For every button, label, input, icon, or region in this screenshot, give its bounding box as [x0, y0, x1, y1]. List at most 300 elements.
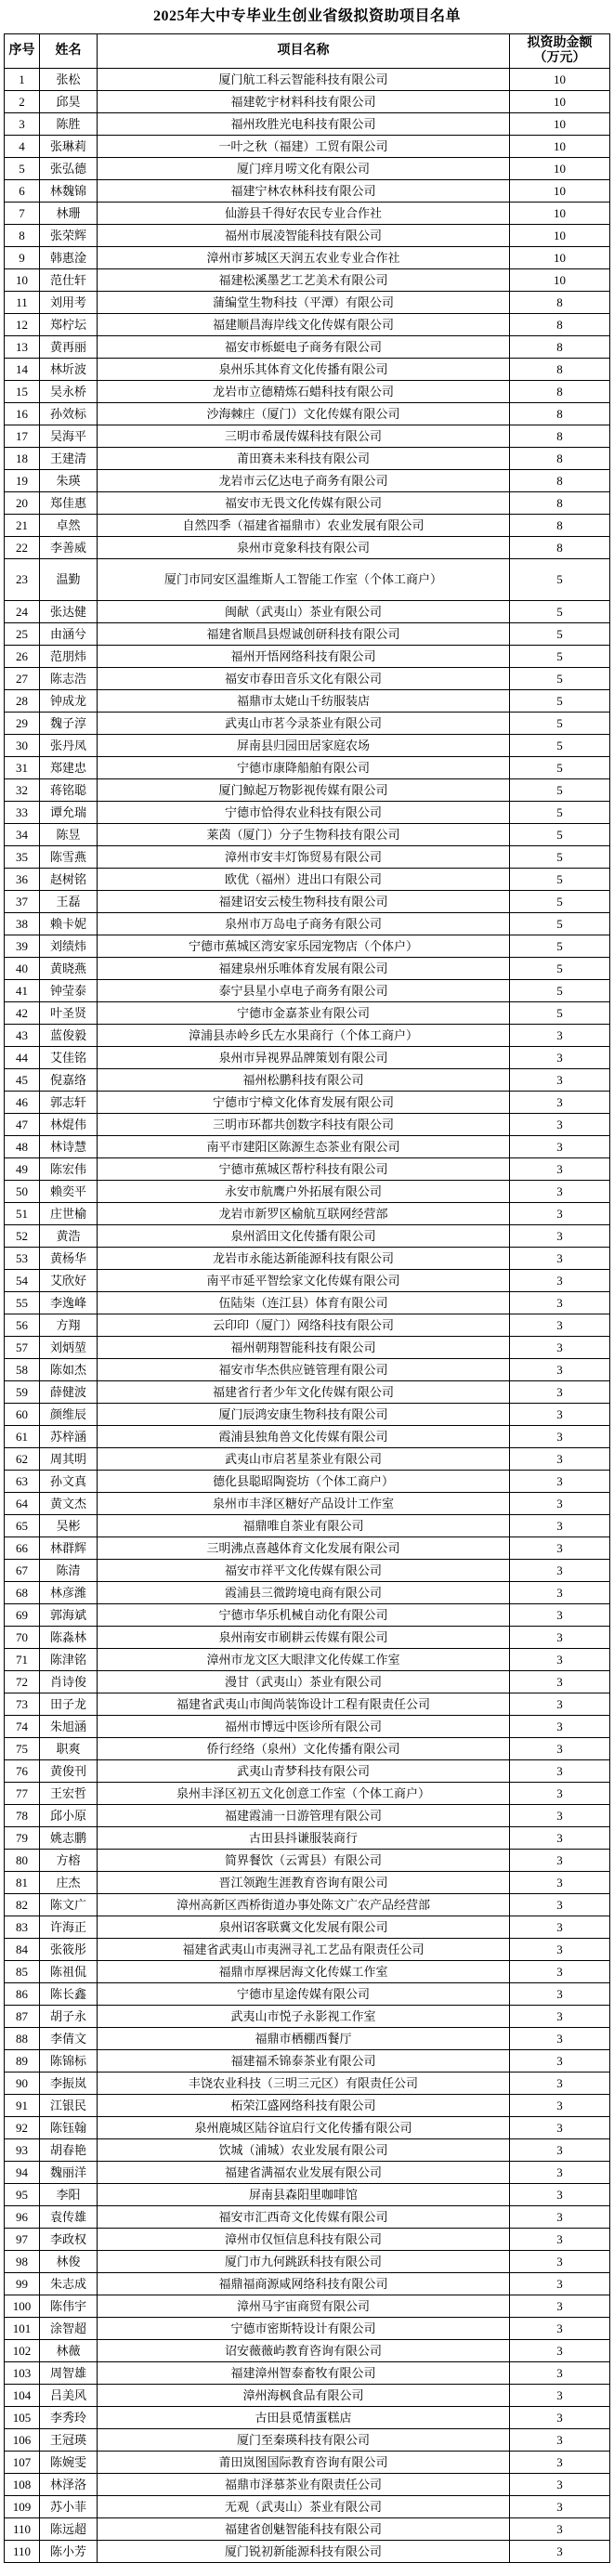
applicant-name-cell: [40, 1158, 98, 1181]
row-number: 53: [16, 1251, 28, 1265]
applicant-name-cell: [40, 1827, 98, 1850]
row-number: 38: [16, 917, 28, 931]
project-name-cell: [98, 1805, 510, 1827]
applicant-name: 颜维辰: [49, 1407, 86, 1421]
applicant-name-cell: [40, 403, 98, 425]
funding-amount-cell: [510, 1783, 610, 1805]
funding-amount: 3: [556, 1340, 563, 1354]
funding-amount-cell: [510, 359, 610, 381]
funding-amount-cell: [510, 2184, 610, 2206]
table-row: [5, 1693, 610, 1716]
funding-amount-cell: [510, 713, 610, 735]
funding-amount-cell: [510, 2095, 610, 2117]
project-name-cell: [98, 2385, 510, 2407]
applicant-name-cell: [40, 2518, 98, 2541]
applicant-name: 张达健: [49, 605, 86, 619]
applicant-name: 林诗慧: [49, 1140, 86, 1154]
project-name: 福鼎市太姥山千纺服装店: [236, 694, 370, 708]
table-row: [5, 2050, 610, 2073]
table-row: [5, 2073, 610, 2095]
applicant-name-cell: [40, 779, 98, 802]
table-row: [5, 336, 610, 359]
applicant-name: 李阳: [56, 2188, 81, 2202]
table-row: [5, 269, 610, 292]
applicant-name-cell: [40, 359, 98, 381]
funding-amount-cell: [510, 1381, 610, 1404]
funding-amount-cell: [510, 2362, 610, 2385]
applicant-name: 孙文真: [49, 1474, 86, 1488]
row-number-cell: [5, 225, 40, 247]
funding-amount: 10: [554, 273, 566, 287]
funding-amount: 8: [556, 385, 563, 399]
applicant-name-cell: [40, 1114, 98, 1136]
project-name-cell: [98, 1649, 510, 1671]
project-name-cell: [98, 1716, 510, 1738]
table-row: [5, 1158, 610, 1181]
table-row: [5, 1961, 610, 1983]
table-row: [5, 869, 610, 891]
applicant-name-cell: [40, 1515, 98, 1537]
table-row: [5, 2318, 610, 2340]
table-row: [5, 1404, 610, 1426]
table-row: [5, 980, 610, 1002]
project-name-cell: [98, 559, 510, 601]
applicant-name: 陈长鑫: [49, 1987, 86, 2001]
funding-amount-cell: [510, 1292, 610, 1314]
funding-amount-cell: [510, 1002, 610, 1025]
table-row: [5, 1716, 610, 1738]
row-number-cell: [5, 2206, 40, 2229]
funding-amount-cell: [510, 269, 610, 292]
funding-amount: 3: [556, 1184, 563, 1198]
project-name-cell: [98, 2095, 510, 2117]
document-title: 2025年大中专毕业生创业省级拟资助项目名单: [152, 8, 461, 24]
table-row: [5, 1181, 610, 1203]
project-name-cell: [98, 91, 510, 113]
table-row: [5, 2385, 610, 2407]
funding-amount-cell: [510, 537, 610, 559]
row-number-cell: [5, 1805, 40, 1827]
project-name: 南平市延平智绘家文化传媒有限公司: [206, 1274, 400, 1288]
applicant-name-cell: [40, 1314, 98, 1337]
row-number-cell: [5, 537, 40, 559]
applicant-name-cell: [40, 1872, 98, 1894]
table-row: [5, 1471, 610, 1493]
project-name-cell: [98, 470, 510, 492]
table-row: [5, 1426, 610, 1448]
applicant-name: 林珊: [56, 206, 81, 220]
funding-amount-cell: [510, 2385, 610, 2407]
row-number: 1: [19, 72, 25, 86]
applicant-name: 韩惠淦: [49, 251, 86, 265]
table-row: [5, 1136, 610, 1158]
project-name-cell: [98, 1627, 510, 1649]
row-number-cell: [5, 1404, 40, 1426]
applicant-name-cell: [40, 492, 98, 515]
applicant-name-cell: [40, 1270, 98, 1292]
table-body: [5, 69, 610, 2563]
table-row: [5, 1939, 610, 1961]
funding-amount: 3: [556, 1274, 563, 1288]
project-name: 龙岩市永能达新能源科技有限公司: [212, 1251, 394, 1265]
row-number: 79: [16, 1831, 28, 1845]
table-row: [5, 1092, 610, 1114]
funding-amount-cell: [510, 2162, 610, 2184]
applicant-name-cell: [40, 913, 98, 935]
applicant-name: 袁传雄: [49, 2210, 86, 2224]
row-number: 93: [16, 2143, 28, 2157]
row-number: 9: [19, 251, 25, 265]
row-number-cell: [5, 69, 40, 91]
funding-amount-cell: [510, 136, 610, 158]
funding-amount: 3: [556, 1742, 563, 1756]
project-name: 泉州市异视界品牌策划有限公司: [218, 1051, 388, 1065]
project-name-cell: [98, 2162, 510, 2184]
applicant-name: 刘用考: [49, 295, 86, 309]
funding-amount-cell: [510, 1314, 610, 1337]
applicant-name: 王冠瑛: [49, 2433, 86, 2447]
project-name: 侨行经络（泉州）文化传播有限公司: [206, 1742, 400, 1756]
row-number: 40: [16, 961, 28, 975]
row-number-cell: [5, 158, 40, 180]
project-name: 厦门鲸起万物影视传媒有限公司: [218, 783, 388, 797]
funding-amount: 3: [556, 2076, 563, 2090]
funding-amount: 5: [556, 984, 563, 998]
table-row: [5, 470, 610, 492]
row-number: 102: [12, 2344, 32, 2358]
table-row: [5, 623, 610, 646]
applicant-name-cell: [40, 2006, 98, 2028]
project-name-cell: [98, 247, 510, 269]
project-name-cell: [98, 1069, 510, 1092]
funding-amount-cell: [510, 2028, 610, 2050]
row-number: 72: [16, 1675, 28, 1689]
row-number: 84: [16, 1942, 28, 1956]
project-name: 福安市祥平文化传媒有限公司: [224, 1563, 382, 1577]
funding-amount: 5: [556, 716, 563, 730]
project-name: 福建省满福农业发展有限公司: [224, 2165, 382, 2179]
applicant-name: 张琳莉: [49, 139, 86, 153]
funding-amount-cell: [510, 91, 610, 113]
project-name: 漳州市龙文区大眼津文化传媒工作室: [206, 1653, 400, 1667]
row-number-cell: [5, 2340, 40, 2362]
row-number-cell: [5, 559, 40, 601]
project-name: 福建宁林农林科技有限公司: [230, 184, 376, 198]
applicant-name: 魏子淳: [49, 716, 86, 730]
funding-amount-cell: [510, 1203, 610, 1225]
applicant-name-cell: [40, 2184, 98, 2206]
funding-amount: 8: [556, 407, 563, 421]
project-name-cell: [98, 623, 510, 646]
project-name-cell: [98, 1270, 510, 1292]
funding-amount: 3: [556, 1586, 563, 1600]
funding-amount-cell: [510, 403, 610, 425]
applicant-name: 谭允瑞: [49, 805, 86, 819]
project-name: 福建省行者少年文化传媒有限公司: [212, 1385, 394, 1399]
applicant-name: 赵树铭: [49, 872, 86, 886]
applicant-name: 陈文广: [49, 1898, 86, 1912]
project-name: 福州玫胜光电科技有限公司: [230, 117, 376, 131]
project-name: 厦门至秦瑛科技有限公司: [236, 2433, 370, 2447]
funding-amount-cell: [510, 1939, 610, 1961]
project-name: 欧优（福州）进出口有限公司: [224, 872, 382, 886]
applicant-name: 黄文杰: [49, 1497, 86, 1510]
funding-amount: 3: [556, 1541, 563, 1555]
table-row: [5, 113, 610, 136]
project-name: 福安市汇西奇文化传媒有限公司: [218, 2210, 388, 2224]
funding-amount: 3: [556, 1474, 563, 1488]
applicant-name-cell: [40, 1292, 98, 1314]
applicant-name: 陈津铭: [49, 1653, 86, 1667]
applicant-name: 叶圣贤: [49, 1006, 86, 1020]
row-number: 47: [16, 1118, 28, 1131]
row-number: 36: [16, 872, 28, 886]
table-row: [5, 1381, 610, 1404]
table-row: [5, 2028, 610, 2050]
funding-amount: 3: [556, 1653, 563, 1667]
project-name-cell: [98, 2206, 510, 2229]
row-number-cell: [5, 668, 40, 690]
table-row: [5, 1203, 610, 1225]
applicant-name: 艾欣好: [49, 1274, 86, 1288]
table-row: [5, 1448, 610, 1471]
row-number-cell: [5, 448, 40, 470]
project-name: 福州开悟网络科技有限公司: [230, 649, 376, 663]
applicant-name: 王建清: [49, 451, 86, 465]
row-number: 100: [12, 2299, 32, 2313]
project-name-cell: [98, 113, 510, 136]
table-row: [5, 802, 610, 824]
project-name-cell: [98, 1047, 510, 1069]
applicant-name: 薛健波: [49, 1385, 86, 1399]
row-number-cell: [5, 1627, 40, 1649]
project-name-cell: [98, 1314, 510, 1337]
funding-amount: 3: [556, 1229, 563, 1243]
table-row: [5, 2452, 610, 2474]
funding-amount-cell: [510, 203, 610, 225]
project-name: 泉州丰泽区初五文化创意工作室（个体工商户）: [176, 1786, 430, 1800]
applicant-name-cell: [40, 448, 98, 470]
row-number-cell: [5, 1069, 40, 1092]
project-name-cell: [98, 935, 510, 958]
funding-amount: 3: [556, 1140, 563, 1154]
applicant-name: 职爽: [56, 1742, 81, 1756]
applicant-name-cell: [40, 1805, 98, 1827]
project-name: 福建福禾锦泰茶业有限公司: [230, 2054, 376, 2068]
row-number: 24: [16, 605, 28, 619]
project-name: 龙岩市立德精炼石蜡科技有限公司: [212, 385, 394, 399]
project-name-cell: [98, 1493, 510, 1515]
funding-amount: 3: [556, 2455, 563, 2469]
funding-amount: 3: [556, 2032, 563, 2046]
applicant-name: 林圻波: [49, 362, 86, 376]
row-number: 110: [12, 2544, 32, 2558]
project-name: 福州市博远中医诊所有限公司: [224, 1720, 382, 1733]
applicant-name: 陈钰翰: [49, 2121, 86, 2135]
table-row: [5, 1537, 610, 1560]
project-name: 屏南县森阳里咖啡馆: [248, 2188, 358, 2202]
row-number: 63: [16, 1474, 28, 1488]
project-name: 龙岩市云亿达电子商务有限公司: [218, 474, 388, 488]
applicant-name: 黄俊刊: [49, 1764, 86, 1778]
funding-amount: 5: [556, 672, 563, 686]
funding-amount: 8: [556, 362, 563, 376]
funding-amount: 5: [556, 917, 563, 931]
project-name: 福建漳州智泰畜牧有限公司: [230, 2366, 376, 2380]
funding-amount: 3: [556, 2299, 563, 2313]
table-row: [5, 779, 610, 802]
funding-amount-cell: [510, 2318, 610, 2340]
funding-amount-cell: [510, 1760, 610, 1783]
funding-amount: 3: [556, 1095, 563, 1109]
project-name-cell: [98, 2028, 510, 2050]
row-number: 12: [16, 318, 28, 332]
funding-amount-cell: [510, 2407, 610, 2429]
row-number: 34: [16, 828, 28, 842]
applicant-name: 王磊: [56, 895, 81, 909]
applicant-name-cell: [40, 425, 98, 448]
row-number-cell: [5, 515, 40, 537]
applicant-name: 钟莹泰: [49, 984, 86, 998]
project-name: 漳州马宇宙商贸有限公司: [236, 2299, 370, 2313]
applicant-name-cell: [40, 269, 98, 292]
funding-amount: 10: [554, 251, 566, 265]
project-name: 武夷山市悦子永影视工作室: [230, 2009, 376, 2023]
funding-amount-cell: [510, 2139, 610, 2162]
funding-amount-cell: [510, 225, 610, 247]
funding-amount: 3: [556, 1251, 563, 1265]
table-row: [5, 136, 610, 158]
row-number-cell: [5, 824, 40, 846]
applicant-name-cell: [40, 381, 98, 403]
project-name-cell: [98, 1961, 510, 1983]
row-number-cell: [5, 2229, 40, 2251]
funding-amount-cell: [510, 247, 610, 269]
row-number: 88: [16, 2032, 28, 2046]
project-name-cell: [98, 269, 510, 292]
funding-amount-cell: [510, 1582, 610, 1604]
applicant-name: 张筱彤: [49, 1942, 86, 1956]
project-name: 龙岩市新罗区榆航互联网经营部: [218, 1207, 388, 1221]
funding-amount: 5: [556, 783, 563, 797]
table-row: [5, 1827, 610, 1850]
applicant-name: 吕美风: [49, 2388, 86, 2402]
project-name: 漳州海枫食品有限公司: [242, 2388, 364, 2402]
funding-amount: 3: [556, 2232, 563, 2246]
row-number: 26: [16, 649, 28, 663]
applicant-name: 林魏锦: [49, 184, 86, 198]
table-row: [5, 203, 610, 225]
applicant-name-cell: [40, 824, 98, 846]
applicant-name: 林泽洛: [49, 2478, 86, 2491]
row-number: 2: [19, 95, 25, 109]
funding-amount-cell: [510, 1471, 610, 1493]
row-number: 64: [16, 1497, 28, 1510]
row-number: 25: [16, 627, 28, 641]
table-row: [5, 1493, 610, 1515]
row-number: 46: [16, 1095, 28, 1109]
funding-amount: 3: [556, 1630, 563, 1644]
header-amount-label: 拟资助金额: [527, 36, 593, 50]
funding-amount: 3: [556, 1920, 563, 1934]
row-number-cell: [5, 1582, 40, 1604]
row-number-cell: [5, 2518, 40, 2541]
project-name-cell: [98, 891, 510, 913]
project-name: 三明市希晟传媒科技有限公司: [224, 429, 382, 443]
table-row: [5, 2407, 610, 2429]
row-number-cell: [5, 1270, 40, 1292]
funding-amount-cell: [510, 559, 610, 601]
funding-amount: 3: [556, 1853, 563, 1867]
table-row: [5, 91, 610, 113]
applicant-name-cell: [40, 1961, 98, 1983]
row-number: 23: [16, 572, 28, 586]
project-name-cell: [98, 2340, 510, 2362]
applicant-name-cell: [40, 869, 98, 891]
row-number: 110: [12, 2522, 32, 2536]
table-row: [5, 1047, 610, 1069]
applicant-name: 吴彬: [56, 1519, 81, 1533]
row-number-cell: [5, 247, 40, 269]
project-name: 漫甘（武夷山）茶业有限公司: [224, 1675, 382, 1689]
row-number-cell: [5, 425, 40, 448]
row-number-cell: [5, 203, 40, 225]
funding-amount-cell: [510, 2452, 610, 2474]
applicant-name: 蒋铭聪: [49, 783, 86, 797]
funding-amount-cell: [510, 646, 610, 668]
funding-amount-cell: [510, 2117, 610, 2139]
row-number: 11: [16, 295, 28, 309]
project-name-cell: [98, 779, 510, 802]
table-row: [5, 2496, 610, 2518]
funding-amount-cell: [510, 381, 610, 403]
funding-amount: 3: [556, 1318, 563, 1332]
row-number: 69: [16, 1608, 28, 1622]
project-name: 德化县聪昭陶瓷坊（个体工商户）: [212, 1474, 394, 1488]
row-number-cell: [5, 1136, 40, 1158]
applicant-name-cell: [40, 646, 98, 668]
row-number: 59: [16, 1385, 28, 1399]
project-name-cell: [98, 1604, 510, 1627]
row-number-cell: [5, 735, 40, 757]
applicant-name-cell: [40, 1025, 98, 1047]
project-name: 宁德市康降船舶有限公司: [236, 761, 370, 775]
row-number: 32: [16, 783, 28, 797]
applicant-name-cell: [40, 1002, 98, 1025]
project-name-cell: [98, 735, 510, 757]
project-name: 福建松溪墨艺工艺美术有限公司: [218, 273, 388, 287]
table-row: [5, 1671, 610, 1693]
funding-amount: 8: [556, 541, 563, 555]
funding-amount-cell: [510, 2206, 610, 2229]
funding-amount: 8: [556, 474, 563, 488]
applicant-name: 陈宏伟: [49, 1162, 86, 1176]
project-name: 福建乾宇材料科技有限公司: [230, 95, 376, 109]
applicant-name: 李政权: [49, 2232, 86, 2246]
row-number: 58: [16, 1363, 28, 1377]
project-name: 福建泉州乐唯体育发展有限公司: [218, 961, 388, 975]
applicant-name-cell: [40, 2139, 98, 2162]
project-name: 宁德市蕉城区湾安家乐园宠物店（个体户）: [188, 939, 418, 953]
applicant-name-cell: [40, 1359, 98, 1381]
funding-amount: 10: [554, 184, 566, 198]
row-number-cell: [5, 935, 40, 958]
applicant-name-cell: [40, 601, 98, 623]
row-number-cell: [5, 2050, 40, 2073]
applicant-name-cell: [40, 2206, 98, 2229]
table-row: [5, 1872, 610, 1894]
funding-amount: 3: [556, 1073, 563, 1087]
